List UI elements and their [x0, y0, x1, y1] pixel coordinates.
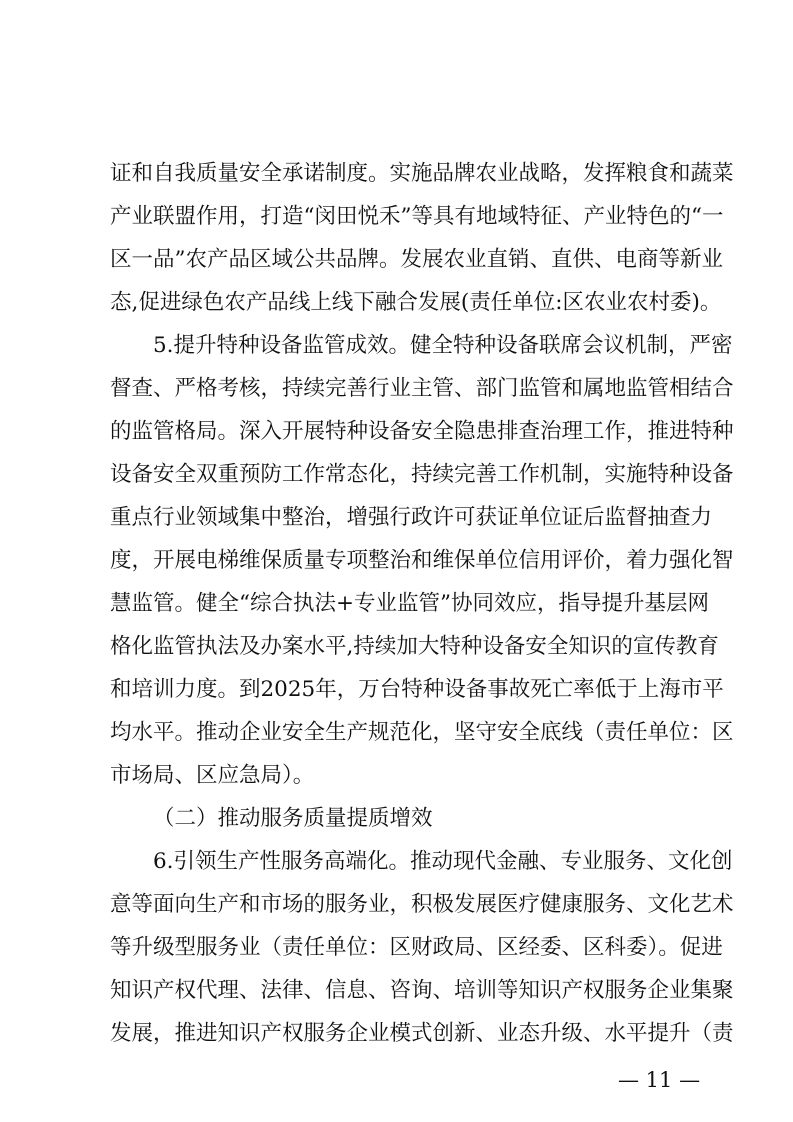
section-heading: （二）推动服务质量提质增效	[153, 806, 433, 831]
text-line: 区一品”农产品区域公共品牌。发展农业直销、直供、电商等新业	[110, 247, 723, 272]
text-line: 度，开展电梯维保质量专项整治和维保单位信用评价，着力强化智	[110, 548, 734, 573]
paragraph-6-first-line: 6.引领生产性服务高端化。推动现代金融、专业服务、文化创	[153, 849, 733, 874]
text-line: 等升级型服务业（责任单位：区财政局、区经委、区科委）。促进	[110, 935, 723, 960]
text-line: 均水平。推动企业安全生产规范化，坚守安全底线（责任单位：区	[110, 720, 734, 745]
text-line: 重点行业领域集中整治，增强行政许可获证单位证后监督抽查力	[110, 505, 713, 530]
text-line: 产业联盟作用，打造“闵田悦禾”等具有地域特征、产业特色的“一	[110, 204, 724, 229]
text-line: 发展，推进知识产权服务企业模式创新、业态升级、水平提升（责	[110, 1021, 734, 1046]
text-line: 督查、严格考核，持续完善行业主管、部门监管和属地监管相结合	[110, 376, 734, 401]
text-line: 的监管格局。深入开展特种设备安全隐患排查治理工作，推进特种	[110, 419, 734, 444]
text-line: 知识产权代理、法律、信息、咨询、培训等知识产权服务企业集聚	[110, 978, 734, 1003]
text-line: 证和自我质量安全承诺制度。实施品牌农业战略，发挥粮食和蔬菜	[110, 161, 734, 186]
page-number: — 11 —	[618, 1068, 701, 1092]
paragraph-5-first-line: 5.提升特种设备监管成效。健全特种设备联席会议机制，严密	[153, 333, 733, 358]
text-line: 慧监管。健全“综合执法+专业监管”协同效应，指导提升基层网	[110, 591, 710, 616]
text-line: 意等面向生产和市场的服务业，积极发展医疗健康服务、文化艺术	[110, 892, 734, 917]
text-line: 市场局、区应急局）。	[110, 763, 315, 788]
text-line: 设备安全双重预防工作常态化，持续完善工作机制，实施特种设备	[110, 462, 734, 487]
text-line: 态,促进绿色农产品线上线下融合发展(责任单位:区农业农村委)。	[110, 290, 722, 315]
text-line: 和培训力度。到2025年，万台特种设备事故死亡率低于上海市平	[110, 677, 724, 702]
text-line: 格化监管执法及办案水平,持续加大特种设备安全知识的宣传教育	[110, 634, 719, 659]
